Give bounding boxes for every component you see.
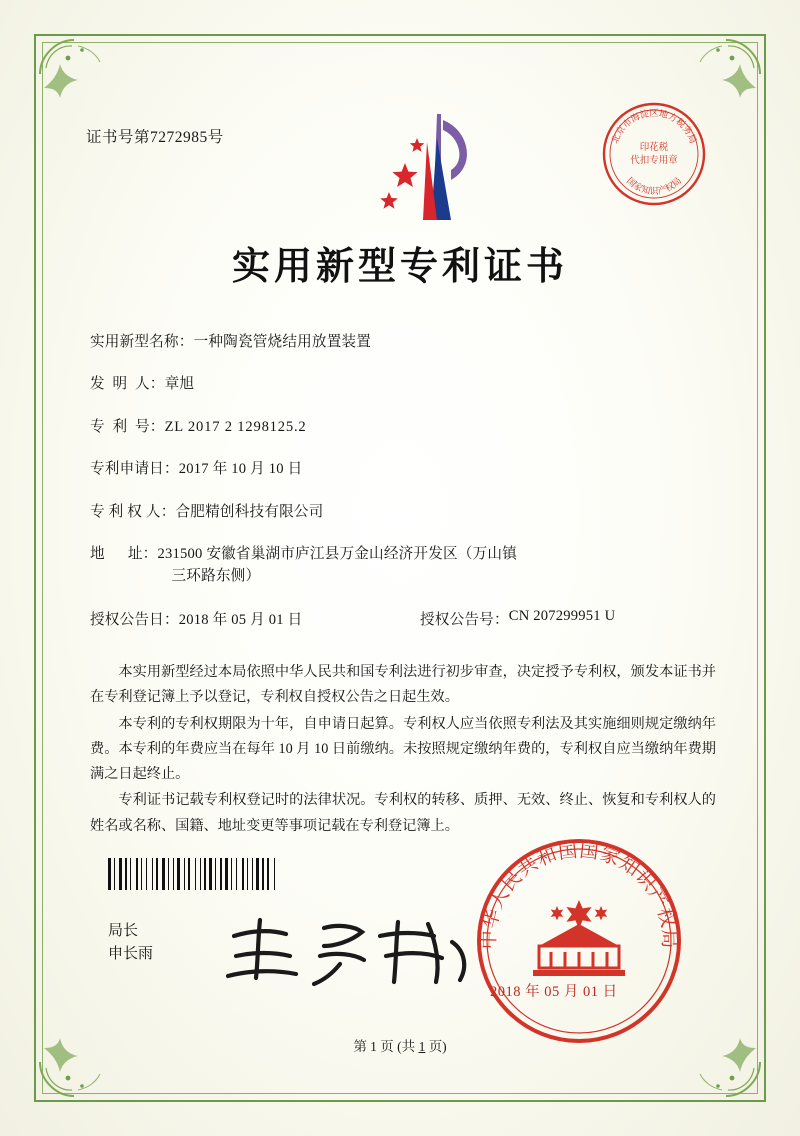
handwritten-signature-icon [220, 912, 480, 992]
address-line-1: 231500 安徽省巢湖市庐江县万金山经济开发区（万山镇 [157, 545, 517, 562]
field-row-address [90, 544, 714, 588]
address-line-2: 三环路东侧） [171, 567, 261, 584]
svg-text:国家知识产权局: 国家知识产权局 [624, 176, 684, 197]
field-list [90, 332, 714, 633]
field-row-name [90, 332, 714, 354]
field-label: 实用新型名称： [90, 334, 194, 350]
svg-text:中华人民共和国国家知识产权局: 中华人民共和国国家知识产权局 [477, 839, 681, 950]
grant-info-row [90, 608, 714, 629]
svg-text:代扣专用章: 代扣专用章 [630, 155, 678, 166]
tax-stamp-seal [598, 98, 710, 210]
signature-block [108, 920, 153, 967]
field-value: 2017 年 10 月 10 日 [178, 461, 303, 478]
field-label: 发 明 人： [90, 376, 165, 393]
field-label: 授权公告日： [90, 612, 179, 629]
director-name: 申长雨 [108, 946, 154, 963]
certificate-number: 证书号第7272985号 [86, 129, 224, 146]
field-value: CN 207299951 U [508, 608, 616, 625]
field-label: 专利申请日： [90, 461, 179, 478]
svg-text:北京市海淀区地方税务局: 北京市海淀区地方税务局 [610, 109, 698, 146]
field-label: 专 利 号： [90, 418, 165, 435]
page-title: 实用新型专利证书 [231, 243, 568, 288]
field-label: 专 利 权 人： [90, 503, 176, 520]
page-footer [60, 1035, 740, 1055]
footer-suffix: 页) [425, 1039, 447, 1054]
field-value: 一种陶瓷管烧结用放置装置 [193, 334, 372, 350]
field-row-patent-number [90, 417, 714, 439]
barcode [108, 858, 330, 890]
field-row-inventor [90, 374, 714, 396]
paragraph-1: 本实用新型经过本局依照中华人民共和国专利法进行初步审查，决定授予专利权，颁发本证书并在专利登记簿上予以登记，专利权自授权公告之日起生效。 [90, 664, 716, 706]
seal-date: 2018 年 05 月 01 日 [490, 984, 618, 1000]
paragraph-3: 专利证书记载专利权登记时的法律状况。专利权的转移、质押、无效、终止、恢复和专利权人的姓名或名称、国籍、地址变更等事项记载在专利登记簿上。 [90, 792, 716, 834]
sipo-logo-icon [365, 108, 505, 228]
footer-total-pages: 1 [418, 1039, 426, 1054]
field-row-patentee [90, 502, 714, 524]
field-value: ZL 2017 2 1298125.2 [164, 418, 307, 435]
grant-date [90, 608, 420, 629]
field-label: 授权公告号： [420, 612, 509, 629]
footer-prefix: 第 1 页 (共 [353, 1039, 419, 1054]
field-value [157, 544, 714, 588]
official-seal [470, 832, 688, 1050]
field-label: 地 址： [90, 545, 158, 562]
field-value: 2018 年 05 月 01 日 [178, 612, 303, 629]
paragraph-2: 本专利的专利权期限为十年，自申请日起算。专利权人应当依照专利法及其实施细则规定缴纳年费。本专利的年费应当在每年 10 月 10 日前缴纳。未按照规定缴纳年费的，专利权自应当缴纳年费期满之日起终止。 [90, 715, 716, 783]
director-label: 局长 [108, 923, 139, 939]
svg-text:印花税: 印花税 [639, 142, 669, 153]
field-row-application-date [90, 459, 714, 481]
field-value: 合肥精创科技有限公司 [175, 503, 324, 520]
field-value: 章旭 [164, 376, 195, 393]
legal-text [90, 660, 716, 840]
grant-publication-number [420, 608, 714, 629]
